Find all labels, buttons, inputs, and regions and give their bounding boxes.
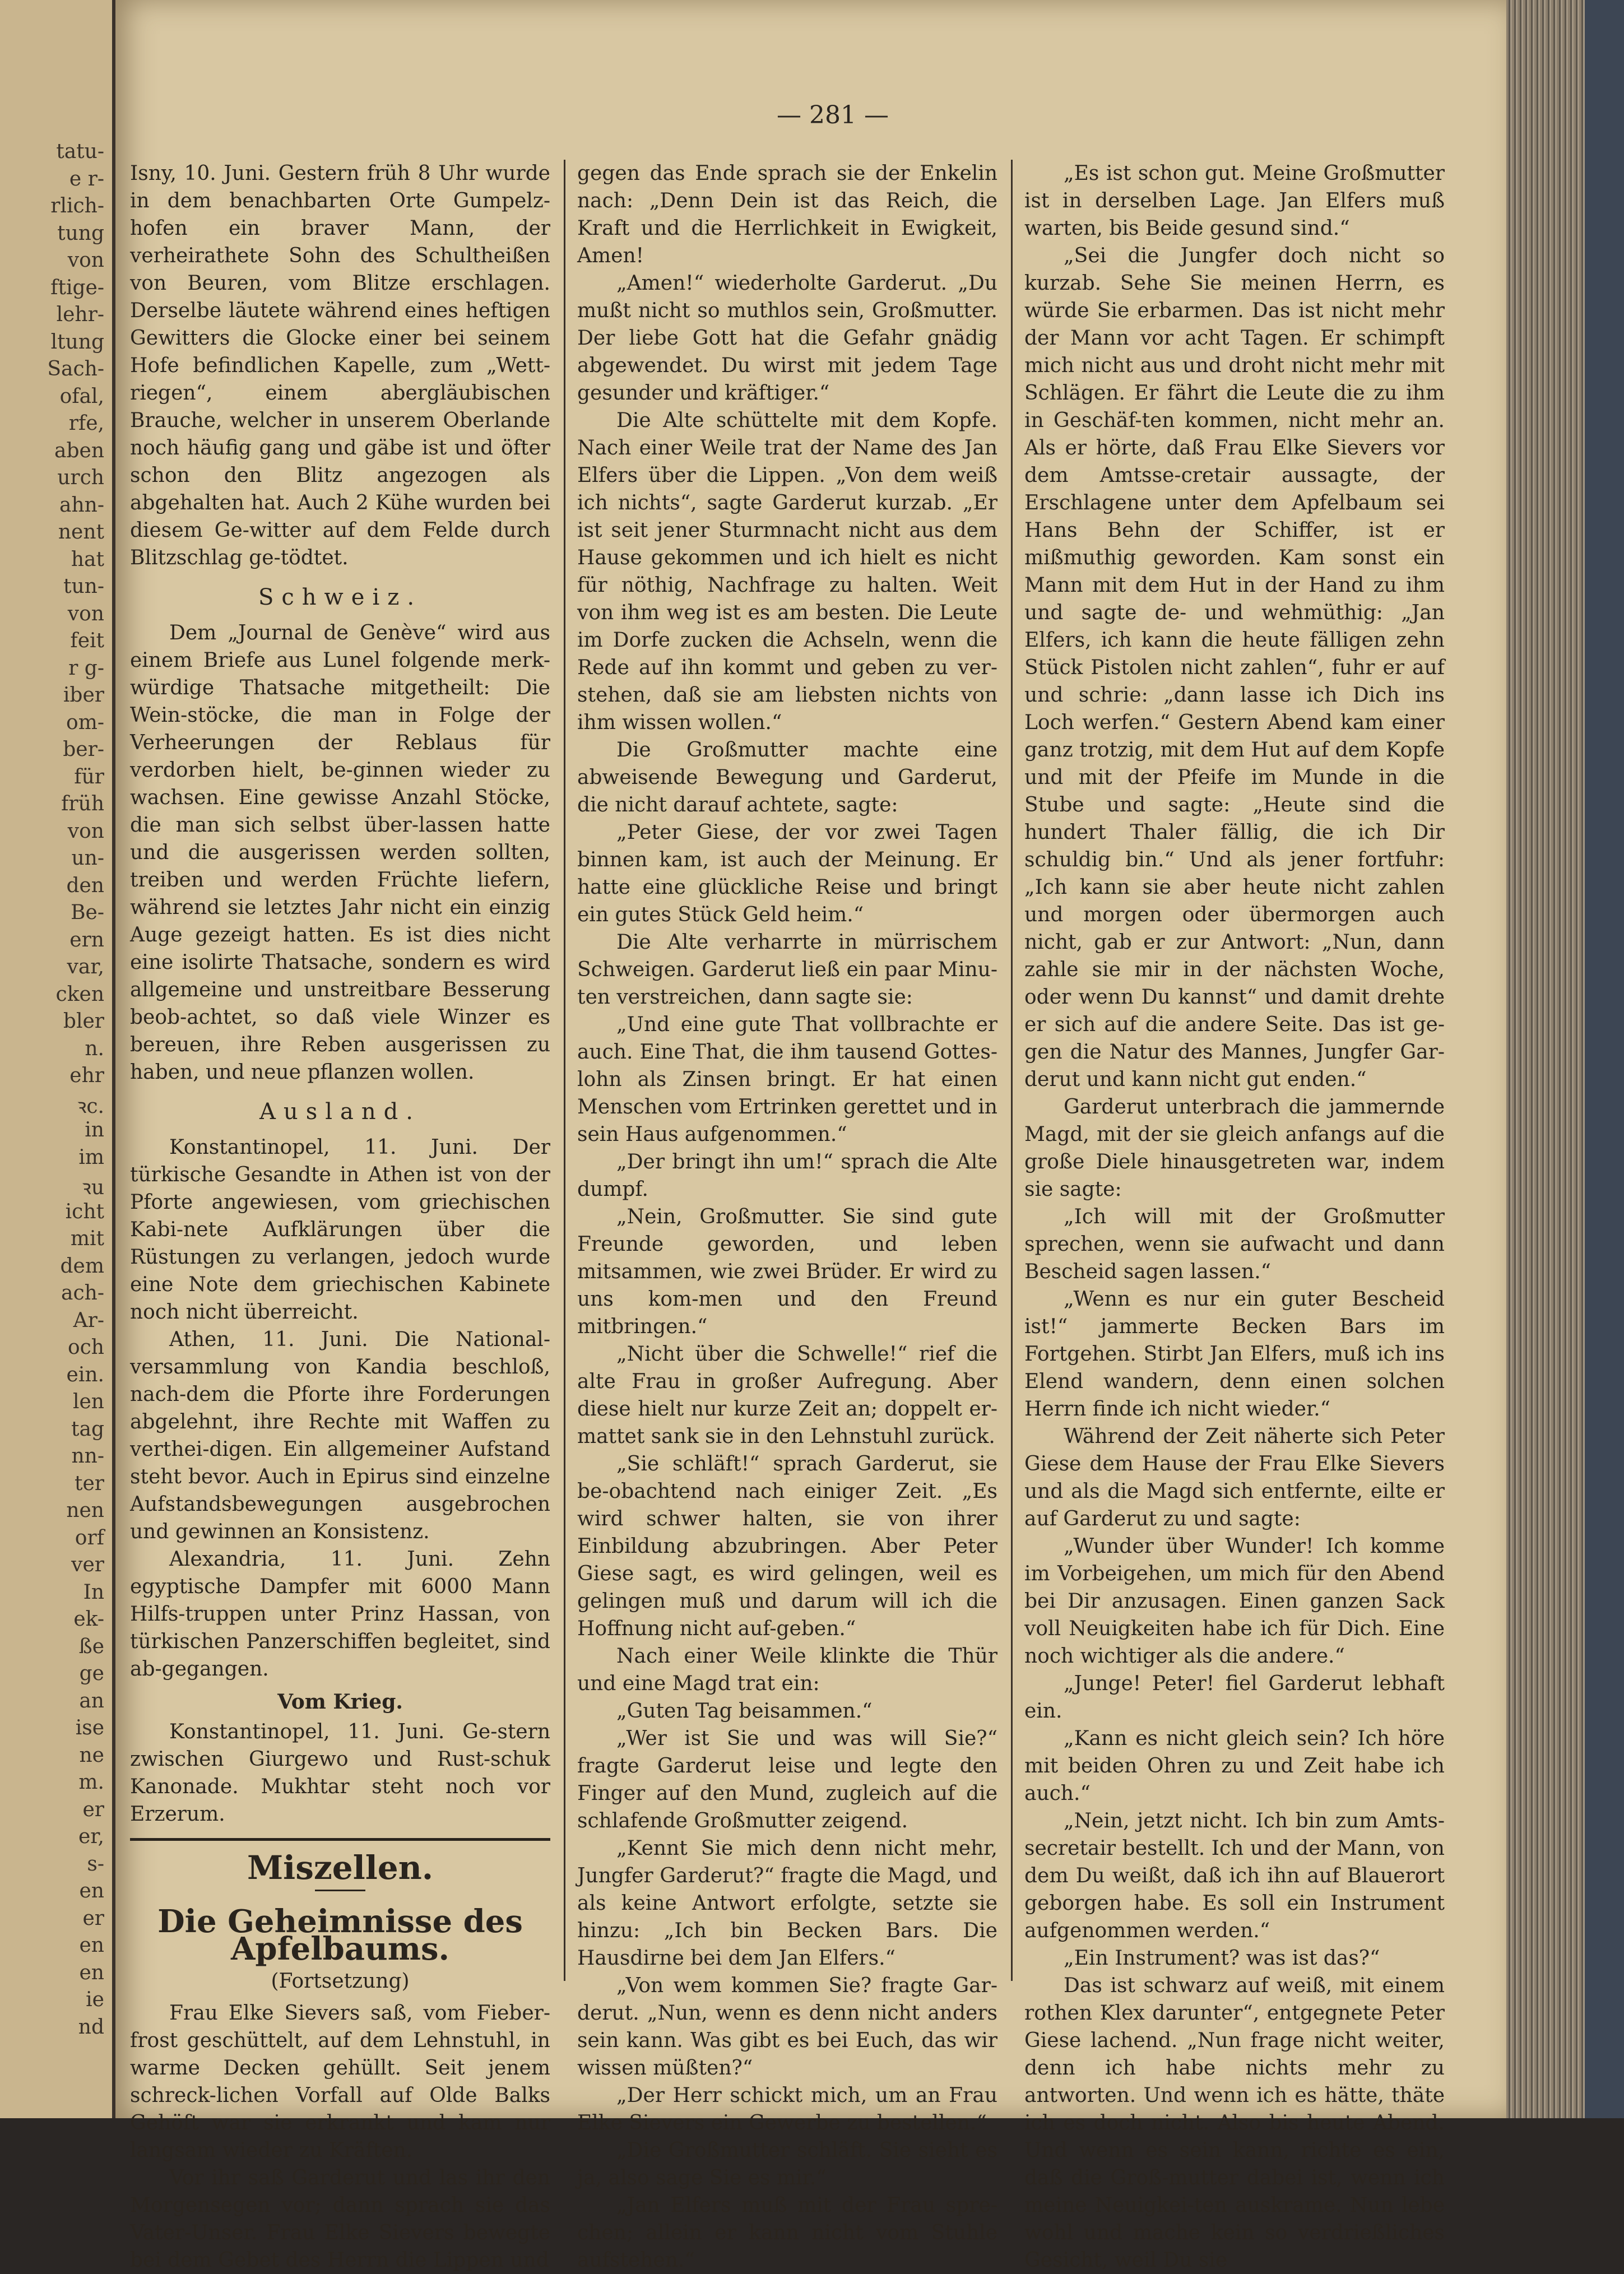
newspaper-page (115, 0, 1506, 2272)
previous-page-fragment: len (72, 1390, 104, 1413)
paragraph: „Amen!“ wiederholte Garderut. „Du mußt nicht so muthlos sein, Großmutter. Der liebe Gott hat die Gefahr gnädig abgewendet. Du wirst mit jedem Tage gesunder und kräftiger.“ (577, 272, 997, 405)
paragraph: „Jan Elfers muß mit der Frau spre-chen; allein er kann nicht vom Stuhle aufstehen.“ (577, 2194, 997, 2272)
paragraph: Garderut unterbrach die jammernde Magd, mit der sie gleich anfangs auf die große Diele hinausgetreten war, indem sie sagte: (1024, 1096, 1445, 1201)
paragraph: Die Alte schüttelte mit dem Kopfe. Nach einer Weile trat der Name des Jan Elfers über die Lippen. „Von dem weiß ich nichts“, sagte Garderut kurzab. „Er ist seit jener Sturmnacht nicht aus dem Hause gekommen und ich hielt es nicht für nöthig, Nachfrage zu halten. Weit von ihm weg ist es am besten. Die Leute im Dorfe zucken die Achseln, wenn die Rede auf ihn kommt und geben zu ver-stehen, daß sie am liebsten nichts von ihm wissen wollen.“ (577, 409, 997, 734)
previous-page-fragment: In (83, 1580, 104, 1604)
paragraph: „Guten Tag beisammen.“ (616, 1700, 873, 1723)
previous-page-fragment: r g- (68, 656, 104, 680)
previous-page-fragment: hat (71, 547, 104, 571)
previous-page-fragment: den (66, 874, 104, 897)
previous-page-fragment: ek- (73, 1608, 104, 1631)
paragraph: Alexandria, 11. Juni. Zehn egyptische Dampfer mit 6000 Mann Hilfs-truppen unter Prinz Hassan, von türkischen Panzerschiffen begleitet, sind ab-gegangen. (130, 1548, 550, 1681)
previous-page-fragment: ach- (61, 1282, 104, 1305)
previous-page-fragment: urch (57, 466, 104, 489)
previous-page-fragment: Sach- (47, 358, 104, 380)
previous-page-fragment: ern (69, 928, 104, 952)
paragraph: „Von wem kommen Sie? fragte Gar-derut. „Nun, wenn es denn nicht anders sein kann. Was gibt es bei Euch, das wir wissen müßten?“ (577, 1974, 997, 2080)
previous-page-fragment: ter (75, 1472, 104, 1495)
paragraph: Dem „Journal de Genève“ wird aus einem Briefe aus Lunel folgende merk-würdige Thatsache mitgetheilt: Die Wein-stöcke, die man in Folge der Verheerungen der Reblaus für verdorben hielt, be-ginnen wieder zu wachsen. Eine gewisse Anzahl Stöcke, die man sich selbst über-lassen hatte und die ausgerissen werden sollten, treiben und werden Früchte liefern, während sie letztes Jahr nicht ein einzig Auge gezeigt hatten. Es ist dies nicht eine isolirte Thatsache, sondern es wird allgemeine und unstreitbare Besserung beob-achtet, so daß viele Winzer es bereuen, ihre Reben ausgerissen zu haben, und neue pflanzen wollen. (130, 621, 550, 1084)
previous-page-fragment: ꝛu (81, 1176, 104, 1199)
paragraph: „Wenn es nur ein guter Bescheid ist!“ jammerte Becken Bars im Fortgehen. Stirbt Jan Elfers, muß ich ins Elend wandern, denn einen solchen Herrn finde ich nicht wieder.“ (1024, 1288, 1445, 1421)
paragraph: Isny, 10. Juni. Gestern früh 8 Uhr wurde in dem benachbarten Orte Gumpelz-hofen ein braver Mann, der verheirathete Sohn des Schultheißen von Beuren, vom Blitze erschlagen. Derselbe läutete während eines heftigen Gewitters die Glocke einer bei seinem Hofe befindlichen Kapelle, zum „Wett-riegen“, einem abergläubischen Brauche, welcher in unserem Oberlande noch häufig gang und gäbe ist und öfter schon den Blitz angezogen als abgehalten hat. Auch 2 Kühe wurden bei diesem Ge-witter auf dem Felde durch Blitzschlag ge-tödtet. (130, 162, 550, 569)
section-rule (130, 1838, 550, 1841)
previous-page-fragment: von (67, 602, 104, 625)
previous-page-fragment: icht (65, 1200, 104, 1223)
previous-page-fragment: ahn- (59, 493, 104, 517)
previous-page-fragment: en (79, 1961, 104, 1984)
miscellany-heading: Miszellen. (247, 1849, 434, 1887)
paragraph: „Sie schläft!“ sprach Garderut, sie be-obachtend nach einiger Zeit. „Es wird schwer halten, sie von ihrer Einbildung abzubringen. Aber Peter Giese sagt, es wird gelingen, weil es gelingen muß und darum will ich die Hoffnung nicht auf-geben.“ (577, 1452, 997, 1640)
previous-page-fragment: nen (66, 1499, 104, 1522)
paragraph: „Es ist schon gut. Meine Großmutter ist in derselben Lage. Jan Elfers muß warten, bis Beide gesund sind.“ (1024, 162, 1445, 240)
previous-page-fragment: var, (67, 955, 104, 978)
previous-page-fragment: nent (58, 521, 104, 544)
previous-page-fragment: och (67, 1336, 104, 1359)
previous-page-fragment: rfe, (68, 412, 104, 435)
previous-page-fragment: feit (70, 629, 104, 652)
previous-page-fragment: cken (55, 982, 104, 1006)
previous-page-fragment: im (78, 1145, 104, 1169)
previous-page-fragment: nn- (71, 1445, 104, 1468)
previous-page-fragment: ße (78, 1635, 104, 1658)
previous-page-fragment: er, (78, 1825, 104, 1848)
previous-page-fragment: bler (63, 1010, 104, 1033)
previous-page-fragment: er (82, 1798, 104, 1821)
previous-page-fragment: n. (85, 1037, 104, 1060)
previous-page-fragment: Be- (71, 901, 104, 924)
previous-page-fragment: nd (78, 2015, 104, 2039)
previous-page-fragment: ofal, (59, 384, 104, 408)
story-title: Die Geheimnisse des Apfelbaums. (157, 1903, 523, 1967)
previous-page-fragment: ꝛc. (77, 1094, 104, 1118)
previous-page-fragment: ehr (69, 1064, 104, 1087)
paragraph: „Nicht über die Schwelle!“ rief die alte Frau in großer Aufregung. Aber diese hielt nur kurze Zeit an; doppelt er-mattet sank sie in den Lehnstuhl zurück. (577, 1343, 997, 1448)
section-heading: Ausland. (259, 1099, 421, 1125)
previous-page-fragment: en (79, 1879, 104, 1902)
paragraph: Das ist schwarz auf weiß, mit einem rothen Klex darunter“, entgegnete Peter Giese lachend. „Nun frage nicht weiter, denn ich habe nichts mehr zu antworten. Und wenn ich es hätte, thäte ich es doch nicht. Also bis heute Abend. Und wenn es sein kann, richte es ein, daß die Groß-mutter dabei ist, wenn ich meine Neuigkei-ten auskrame. Nun lebe wohl und mache kein so verdrießliches Gesicht, weil Du sie (1024, 1974, 1445, 2272)
previous-page-fragment: ver (71, 1553, 104, 1576)
column-2 (577, 160, 997, 2274)
subsection-heading: Vom Krieg. (277, 1690, 403, 1714)
previous-page-fragment: ie (86, 1988, 104, 2011)
section-heading: Schweiz. (258, 584, 423, 610)
previous-page-fragment: tung (57, 221, 104, 245)
previous-page-fragment: e r- (69, 167, 104, 191)
paragraph: Vor ihr saß Garderut und las ihr den Morgensegen vor; dann sprach sie das Vater-Unser. Frau Elke Sievers bewegte bei dem Gebet des Herrn die Lippen und (130, 2166, 550, 2272)
short-dash (315, 1890, 365, 1891)
paragraph: Die Großmutter machte eine abweisende Bewegung und Garderut, die nicht darauf achtete, sagte: (577, 739, 997, 816)
previous-page-fragment: orf (75, 1526, 104, 1549)
previous-page-fragment: tatu- (56, 140, 104, 163)
previous-page-fragment: ber- (63, 738, 104, 761)
paragraph: „Wunder über Wunder! Ich komme im Vorbeigehen, um mich für den Abend bei Dir anzusagen. Einen ganzen Sack voll Neuigkeiten habe ich für Dich. Eine noch wichtiger als die andere.“ (1024, 1535, 1445, 1668)
paragraph: „Ich will mit der Großmutter sprechen, wenn sie aufwacht und dann Bescheid sagen lassen.“ (1024, 1205, 1445, 1283)
paragraph: „Junge! Peter! fiel Garderut lebhaft ein. (1024, 1672, 1445, 1723)
previous-page-fragment: m. (78, 1771, 104, 1794)
previous-page-fragment: ein. (66, 1363, 104, 1386)
paragraph: Die Alte verharrte in mürrischem Schweigen. Garderut ließ ein paar Minu-ten verstreichen, dann sagte sie: (577, 931, 997, 1009)
previous-page-edge (0, 0, 115, 2118)
paragraph: „Wer ist Sie und was will Sie?“ fragte Garderut leise und legte den Finger auf den Mund, zugleich auf die schlafende Großmutter zeigend. (577, 1727, 997, 1832)
previous-page-fragment: früh (61, 792, 104, 815)
previous-page-fragment: un- (71, 847, 104, 870)
paragraph: Konstantinopel, 11. Juni. Ge-stern zwischen Giurgewo und Rust-schuk Kanonade. Mukhtar steht noch vor Erzerum. (130, 1720, 550, 1826)
paragraph: „Der bringt ihn um!“ sprach die Alte dumpf. (577, 1150, 997, 1201)
previous-page-fragment: er (82, 1906, 104, 1930)
column-3 (1024, 160, 1445, 2274)
previous-page-fragment: Ar- (73, 1308, 104, 1332)
previous-page-fragment: om- (66, 711, 104, 734)
previous-page-fragment: in (85, 1119, 104, 1141)
previous-page-fragment: ne (79, 1743, 104, 1767)
paragraph: „Nein, Großmutter. Sie sind gute Freunde geworden, und leben mitsammen, wie zwei Brüder. Er wird zu uns kom-men und den Freund mitbringen.“ (577, 1205, 997, 1338)
previous-page-fragment: iber (63, 684, 104, 707)
paragraph: „Der Herr schickt mich, um an Frau Elke Sievers ein Gewerbe zu bestellen.“ (577, 2084, 997, 2134)
paragraph: Während der Zeit näherte sich Peter Giese dem Hause der Frau Elke Sievers und als die Magd sich entfernte, eilte er auf Garderut zu und sagte: (1024, 1425, 1445, 1530)
previous-page-fragment: für (74, 765, 104, 788)
column-divider (564, 160, 565, 1981)
paragraph: „Nein, jetzt nicht. Ich bin zum Amts-secretair bestellt. Ich und der Mann, von dem Du weißt, daß ich ihn auf Blauerort geborgen habe. Es soll ein Instrument aufgenommen werden.“ (1024, 1809, 1445, 1942)
previous-page-fragment: ftige- (50, 276, 104, 299)
previous-page-fragment: aben (54, 439, 104, 462)
previous-page-fragment: ltung (50, 330, 104, 354)
previous-page-fragment: ise (75, 1716, 104, 1739)
previous-page-fragment: an (79, 1689, 104, 1713)
previous-page-fragment: mit (70, 1227, 104, 1250)
paragraph: „Peter Giese, der vor zwei Tagen binnen kam, ist auch der Meinung. Er hatte eine glückliche Reise und bringt ein gutes Stück Geld heim.“ (577, 821, 997, 926)
previous-page-fragment: dem (60, 1254, 104, 1278)
previous-page-fragment: ge (79, 1662, 104, 1685)
paragraph: „Die Großmutter schläft. Sie sieht es ja, also sage Sie es mir.“ (577, 2139, 997, 2189)
column-divider (1011, 160, 1013, 1981)
previous-page-fragment: lehr- (56, 303, 104, 326)
previous-page-fragment: rlich- (50, 194, 104, 217)
paragraph: gegen das Ende sprach sie der Enkelin nach: „Denn Dein ist das Reich, die Kraft und die Herrlichkeit in Ewigkeit, Amen! (577, 162, 997, 267)
paragraph: Nach einer Weile klinkte die Thür und eine Magd trat ein: (577, 1645, 997, 1695)
paragraph: „Und eine gute That vollbrachte er auch. Eine That, die ihm tausend Gottes-lohn als Zinsen bringt. Er hat einen Menschen vom Ertrinken gerettet und in sein Haus aufgenommen.“ (577, 1013, 997, 1146)
previous-page-fragment: tun- (63, 575, 104, 598)
previous-page-fragment: s- (87, 1852, 104, 1876)
book-page-edges (1506, 0, 1624, 2118)
paragraph: Frau Elke Sievers saß, vom Fieber-frost geschüttelt, auf dem Lehnstuhl, in warme Decken gehüllt. Seit jenem schreck-lichen Vorfall auf Olde Balks Gehöft war sie erkrankt und kam nur langsam wieder zu Kräften. (130, 2002, 550, 2162)
previous-page-fragment: tag (71, 1417, 104, 1441)
paragraph: Athen, 11. Juni. Die National-versammlung von Kandia beschloß, nach-dem die Pforte ihre Forderungen abgelehnt, ihre Rechte mit Waffen zu verthei-digen. Ein allgemeiner Aufstand steht bevor. Auch in Epirus sind einzelne Aufstandsbewegungen ausgebrochen und gewinnen an Konsistenz. (130, 1328, 550, 1543)
column-1 (130, 160, 550, 2274)
previous-page-fragment: en (79, 1934, 104, 1957)
previous-page-fragment: von (67, 819, 104, 843)
paragraph: „Sei die Jungfer doch nicht so kurzab. Sehe Sie meinen Herrn, es würde Sie erbarmen. Das ist nicht mehr der Mann vor acht Tagen. Er schimpft mich nicht aus und droht nicht mehr mit Schlägen. Er fährt die Leute die zu ihm in Geschäf-ten kommen, nicht mehr an. Als er hörte, daß Frau Elke Sievers vor dem Amtsse-cretair aussagte, der Erschlagene unter dem Apfelbaum sei Hans Behn der Schiffer, ist er mißmuthig geworden. Kam sonst ein Mann mit dem Hut in der Hand zu ihm und sagte de- und wehmüthig: „Jan Elfers, ich kann die heute fälligen zehn Stück Pistolen nicht zahlen“, fuhr er auf und schrie: „dann lasse ich Dich ins Loch werfen.“ Gestern Abend kam einer ganz trotzig, mit dem Hut auf dem Kopfe und mit der Pfeife im Munde in die Stube und sagte: „Heute sind die hundert Thaler fällig, die ich Dir schuldig bin.“ Und als jener fortfuhr: „Ich kann sie aber heute nicht zahlen und morgen oder übermorgen auch nicht, gab er zur Antwort: „Nun, dann zahle sie mir in der nächsten Woche, oder wenn Du kannst“ und damit drehte er sich auf die andere Seite. Das ist ge-gen die Natur des Mannes, Jungfer Gar-derut und kann nicht gut enden.“ (1024, 244, 1445, 1091)
previous-page-fragment: von (67, 249, 104, 272)
paragraph: Konstantinopel, 11. Juni. Der türkische Gesandte in Athen ist von der Pforte angewiesen, vom griechischen Kabi-nete Aufklärungen über die Rüstungen zu verlangen, jedoch wurde eine Note dem griechischen Kabinete noch nicht überreicht. (130, 1136, 550, 1324)
page-number: — 281 — (777, 101, 889, 129)
paragraph: „Ein Instrument? was ist das?“ (1064, 1947, 1380, 1970)
paragraph: „Kann es nicht gleich sein? Ich höre mit beiden Ohren zu und Zeit habe ich auch.“ (1024, 1727, 1445, 1805)
story-subtitle: (Fortsetzung) (271, 1970, 410, 1993)
paragraph: „Kennt Sie mich denn nicht mehr, Jungfer Garderut?“ fragte die Magd, und als keine Antwort erfolgte, setzte sie hinzu: „Ich bin Becken Bars. Die Hausdirne bei dem Jan Elfers.“ (577, 1837, 997, 1970)
